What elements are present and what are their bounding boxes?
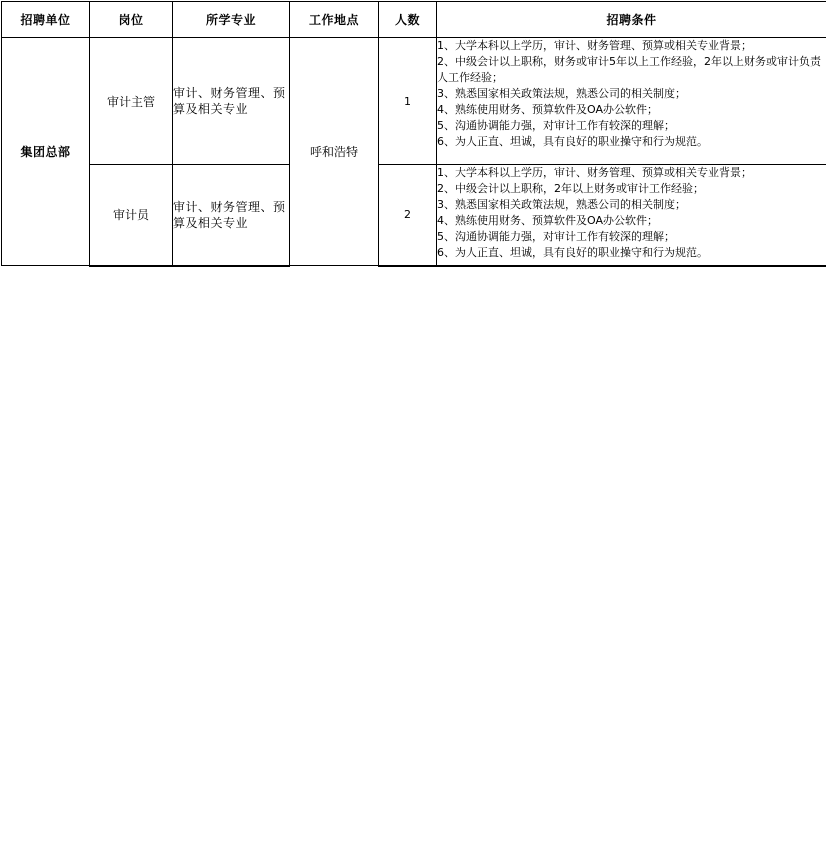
- header-position: 岗位: [90, 2, 173, 38]
- major-cell: 审计、财务管理、预算及相关专业: [173, 165, 290, 266]
- header-unit: 招聘单位: [2, 2, 90, 38]
- requirements-list: [437, 165, 826, 261]
- header-requirements: 招聘条件: [437, 2, 826, 38]
- count-cell: 1: [379, 38, 437, 165]
- requirements-list: [437, 38, 826, 150]
- requirement-item: 3、熟悉国家相关政策法规，熟悉公司的相关制度；: [437, 198, 686, 211]
- position-cell: 审计员: [90, 165, 173, 266]
- recruitment-table: [1, 1, 826, 267]
- requirement-item: 5、沟通协调能力强，对审计工作有较深的理解；: [437, 230, 675, 243]
- requirement-item: 2、中级会计以上职称，财务或审计5年以上工作经验，2年以上财务或审计负责人工作经验；: [437, 55, 821, 84]
- requirements-cell: [437, 38, 826, 165]
- table-row: [2, 38, 826, 165]
- requirement-item: 5、沟通协调能力强，对审计工作有较深的理解；: [437, 119, 675, 132]
- requirement-item: 6、为人正直、坦诚，具有良好的职业操守和行为规范。: [437, 246, 708, 259]
- requirement-item: 3、熟悉国家相关政策法规，熟悉公司的相关制度；: [437, 87, 686, 100]
- header-location: 工作地点: [290, 2, 379, 38]
- position-cell: 审计主管: [90, 38, 173, 165]
- count-cell: 2: [379, 165, 437, 266]
- table-row: [2, 165, 826, 266]
- header-count: 人数: [379, 2, 437, 38]
- location-cell: 呼和浩特: [290, 38, 379, 266]
- header-row: [2, 2, 826, 38]
- requirement-item: 4、熟练使用财务、预算软件及OA办公软件；: [437, 214, 658, 227]
- major-cell: 审计、财务管理、预算及相关专业: [173, 38, 290, 165]
- header-major: 所学专业: [173, 2, 290, 38]
- unit-cell: 集团总部: [2, 38, 90, 266]
- requirement-item: 2、中级会计以上职称，2年以上财务或审计工作经验；: [437, 182, 704, 195]
- requirement-item: 4、熟练使用财务、预算软件及OA办公软件；: [437, 103, 658, 116]
- requirements-cell: [437, 165, 826, 266]
- requirement-item: 1、大学本科以上学历，审计、财务管理、预算或相关专业背景；: [437, 39, 752, 52]
- requirement-item: 6、为人正直、坦诚，具有良好的职业操守和行为规范。: [437, 135, 708, 148]
- requirement-item: 1、大学本科以上学历，审计、财务管理、预算或相关专业背景；: [437, 166, 752, 179]
